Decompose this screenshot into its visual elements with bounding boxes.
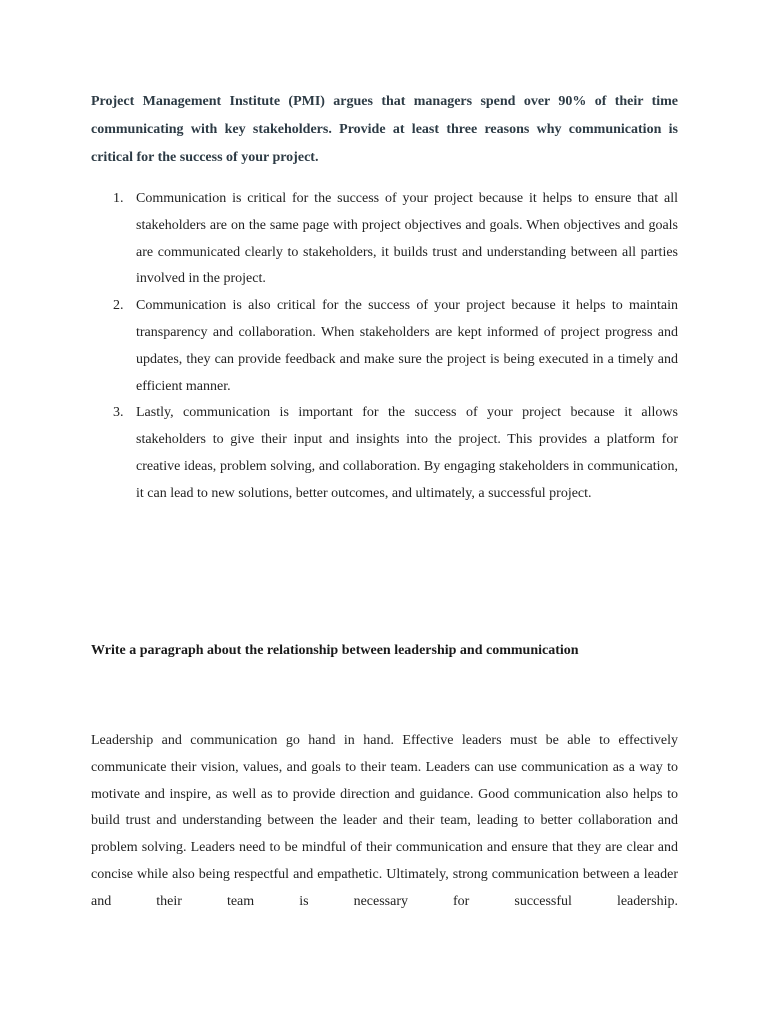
answer-number: 3. [113, 405, 124, 421]
answer-text: Communication is also critical for the success of your project because it helps to maintain transparency and collaboration. When stakeholders are kept informed of project progress and updates, they can provide feedback and make sure the project is being executed in a timely and efficient manner. [136, 298, 678, 394]
answer-number: 2. [113, 298, 124, 314]
document-body [91, 88, 678, 508]
question-text: Project Management Institute (PMI) argues that managers spend over 90% of their time communicating with key stakeholders. Provide at least three reasons why communication is critical for the success of your project. [91, 94, 678, 165]
leadership-paragraph: Leadership and communication go hand in hand. Effective leaders must be able to effectively communicate their vision, values, and goals to their team. Leaders can use communication as a way to motivate and inspire, as well as to provide direction and guidance. Good communication also helps to build trust and understanding between the leader and their team, leading to better collaboration and problem solving. Leaders need to be mindful of their communication and ensure that they are clear and concise while also being respectful and empathetic. Ultimately, strong communication between a leader and their team is necessary for successful leadership. [91, 733, 678, 909]
answer-text: Lastly, communication is important for the success of your project because it allows stakeholders to give their input and insights into the project. This provides a platform for creative ideas, problem solving, and collaboration. By engaging stakeholders in communication, it can lead to new solutions, better outcomes, and ultimately, a successful project. [136, 405, 678, 501]
answer-item [91, 186, 678, 293]
answer-item [91, 400, 678, 507]
answer-list [91, 186, 678, 508]
section-heading: Write a paragraph about the relationship between leadership and communication [91, 643, 579, 658]
answer-number: 1. [113, 191, 124, 206]
answer-text: Communication is critical for the success of your project because it helps to ensure that all stakeholders are on the same page with project objectives and goals. When objectives and goals are communicated clearly to stakeholders, it builds trust and understanding between all parties involved in the project. [136, 191, 678, 287]
answer-item [91, 293, 678, 400]
